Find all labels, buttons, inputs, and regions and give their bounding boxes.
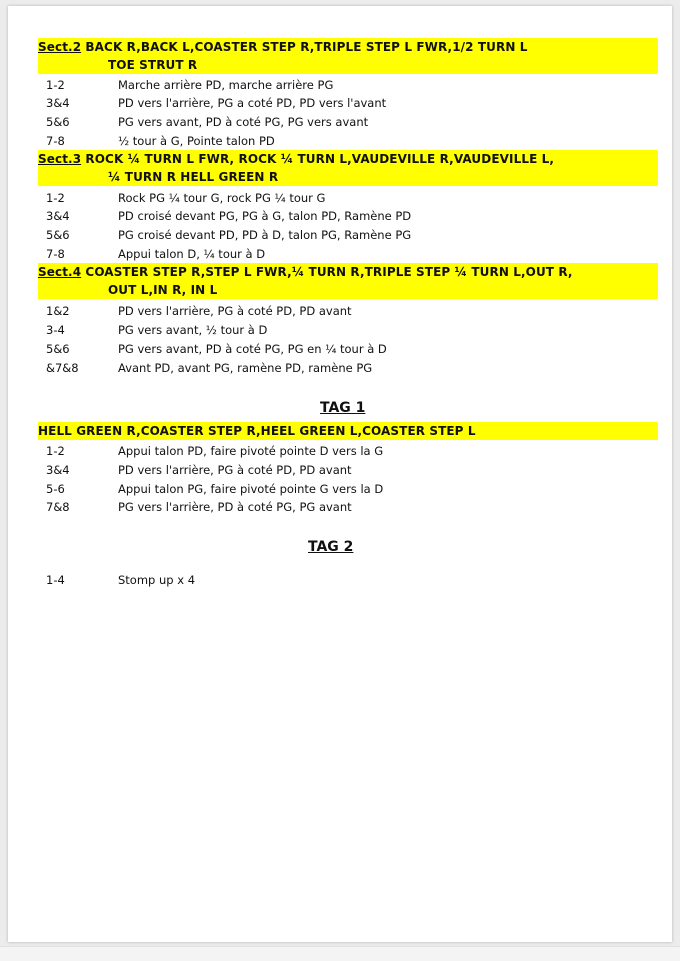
- step-count: 7-8: [46, 134, 65, 148]
- step-count: &7&8: [46, 361, 79, 375]
- step-description: PG croisé devant PD, PD à D, talon PG, Ramène PG: [118, 228, 412, 242]
- step-count: 3-4: [46, 323, 65, 337]
- step-description: Avant PD, avant PG, ramène PD, ramène PG: [118, 361, 373, 375]
- section-4-header: [38, 263, 658, 299]
- step-row: [38, 442, 658, 460]
- step-description: ½ tour à G, Pointe talon PD: [118, 134, 275, 148]
- step-row: [38, 302, 658, 320]
- step-row: [38, 76, 658, 94]
- tag-2-title: TAG 2: [308, 539, 354, 555]
- step-description: PD vers l'arrière, PG à coté PD, PD avant: [118, 463, 352, 477]
- step-count: 5&6: [46, 228, 70, 242]
- step-count: 1-2: [46, 78, 65, 92]
- step-row: [38, 321, 658, 339]
- section-3-label: Sect.3: [38, 152, 82, 166]
- step-row: [38, 498, 658, 516]
- step-row: [38, 461, 658, 479]
- step-description: Rock PG ¼ tour G, rock PG ¼ tour G: [118, 191, 326, 205]
- section-2-title-line2: TOE STRUT R: [108, 58, 198, 72]
- page-bottom-edge: [0, 946, 680, 961]
- step-row: [38, 571, 658, 589]
- step-description: PG vers l'arrière, PD à coté PG, PG avant: [118, 500, 352, 514]
- step-row: [38, 132, 658, 150]
- step-description: PD vers l'arrière, PG à coté PD, PD avant: [118, 304, 352, 318]
- tag-1-header-text: HELL GREEN R,COASTER STEP R,HEEL GREEN L,COASTER STEP L: [38, 424, 476, 438]
- section-3-title-line1: ROCK ¼ TURN L FWR, ROCK ¼ TURN L,VAUDEVILLE R,VAUDEVILLE L,: [81, 152, 555, 166]
- step-description: PD vers l'arrière, PG a coté PD, PD vers l'avant: [118, 96, 387, 110]
- section-2-label: Sect.2: [38, 40, 82, 54]
- step-row: [38, 189, 658, 207]
- step-row: [38, 340, 658, 358]
- section-3-header: [38, 150, 658, 186]
- step-count: 5&6: [46, 342, 70, 356]
- step-count: 3&4: [46, 209, 70, 223]
- step-description: Marche arrière PD, marche arrière PG: [118, 78, 334, 92]
- step-count: 7&8: [46, 500, 70, 514]
- tag-1-header: [38, 422, 658, 440]
- step-description: PG vers avant, PD à coté PG, PG en ¼ tour à D: [118, 342, 387, 356]
- step-row: [38, 207, 658, 225]
- step-description: Appui talon D, ¼ tour à D: [118, 247, 266, 261]
- step-row: [38, 359, 658, 377]
- step-description: PG vers avant, PD à coté PG, PG vers avant: [118, 115, 369, 129]
- step-description: Appui talon PD, faire pivoté pointe D vers la G: [118, 444, 384, 458]
- step-row: [38, 245, 658, 263]
- step-count: 1-2: [46, 191, 65, 205]
- section-4-title-line1: COASTER STEP R,STEP L FWR,¼ TURN R,TRIPLE STEP ¼ TURN L,OUT R,: [81, 265, 573, 279]
- step-count: 1-4: [46, 573, 65, 587]
- step-row: [38, 113, 658, 131]
- section-4-label: Sect.4: [38, 265, 82, 279]
- step-row: [38, 94, 658, 112]
- step-count: 7-8: [46, 247, 65, 261]
- step-count: 3&4: [46, 96, 70, 110]
- step-row: [38, 480, 658, 498]
- tag-1-title: TAG 1: [320, 400, 366, 416]
- step-row: [38, 226, 658, 244]
- step-count: 1&2: [46, 304, 70, 318]
- section-4-title-line2: OUT L,IN R, IN L: [108, 283, 218, 297]
- step-description: PG vers avant, ½ tour à D: [118, 323, 268, 337]
- section-2-header: [38, 38, 658, 74]
- step-count: 1-2: [46, 444, 65, 458]
- step-description: Appui talon PG, faire pivoté pointe G vers la D: [118, 482, 384, 496]
- section-2-title-line1: BACK R,BACK L,COASTER STEP R,TRIPLE STEP L FWR,1/2 TURN L: [81, 40, 528, 54]
- step-description: PD croisé devant PG, PG à G, talon PD, Ramène PD: [118, 209, 412, 223]
- step-description: Stomp up x 4: [118, 573, 196, 587]
- step-count: 3&4: [46, 463, 70, 477]
- step-count: 5&6: [46, 115, 70, 129]
- step-count: 5-6: [46, 482, 65, 496]
- section-3-title-line2: ¼ TURN R HELL GREEN R: [108, 170, 279, 184]
